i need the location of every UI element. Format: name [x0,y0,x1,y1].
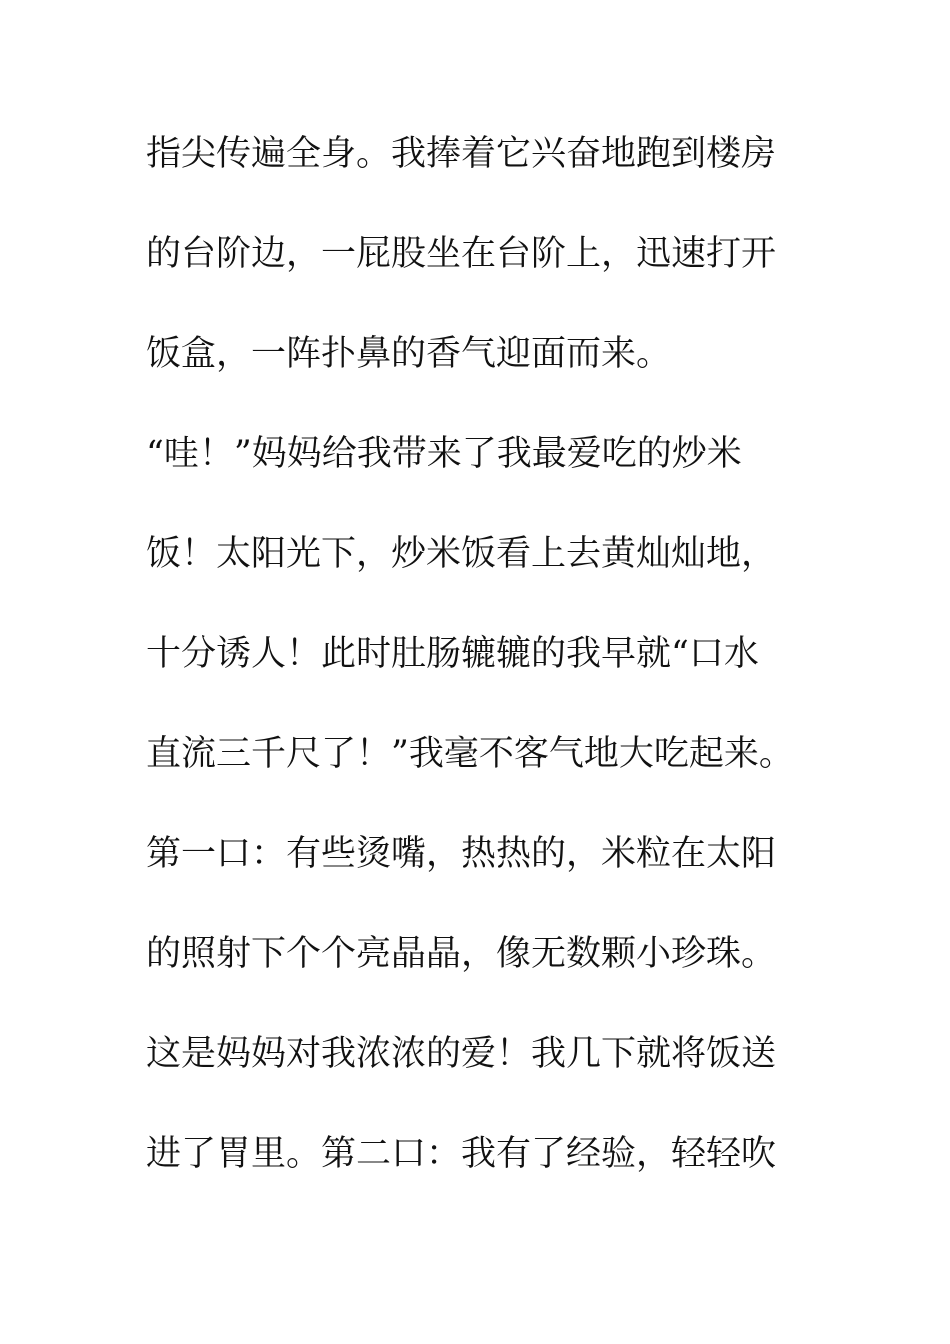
text-line: 饭！太阳光下，炒米饭看上去黄灿灿地， [146,534,777,574]
text-line: 饭盒，一阵扑鼻的香气迎面而来。 [146,334,672,374]
text-line: 十分诱人！此时肚肠辘辘的我早就“口水 [146,634,759,674]
text-line: 第一口：有些烫嘴，热热的，米粒在太阳 [146,834,777,874]
text-line: 进了胃里。第二口：我有了经验，轻轻吹 [146,1134,777,1174]
text-line: 的台阶边，一屁股坐在台阶上，迅速打开 [146,234,777,274]
body-text [146,127,846,1227]
text-line: 指尖传遍全身。我捧着它兴奋地跑到楼房 [146,134,777,174]
text-line: “哇！”妈妈给我带来了我最爱吃的炒米 [146,434,742,474]
text-line: 的照射下个个亮晶晶，像无数颗小珍珠。 [146,934,777,974]
text-line: 这是妈妈对我浓浓的爱！我几下就将饭送 [146,1034,777,1074]
text-line: 直流三千尺了！”我毫不客气地大吃起来。 [146,734,794,774]
